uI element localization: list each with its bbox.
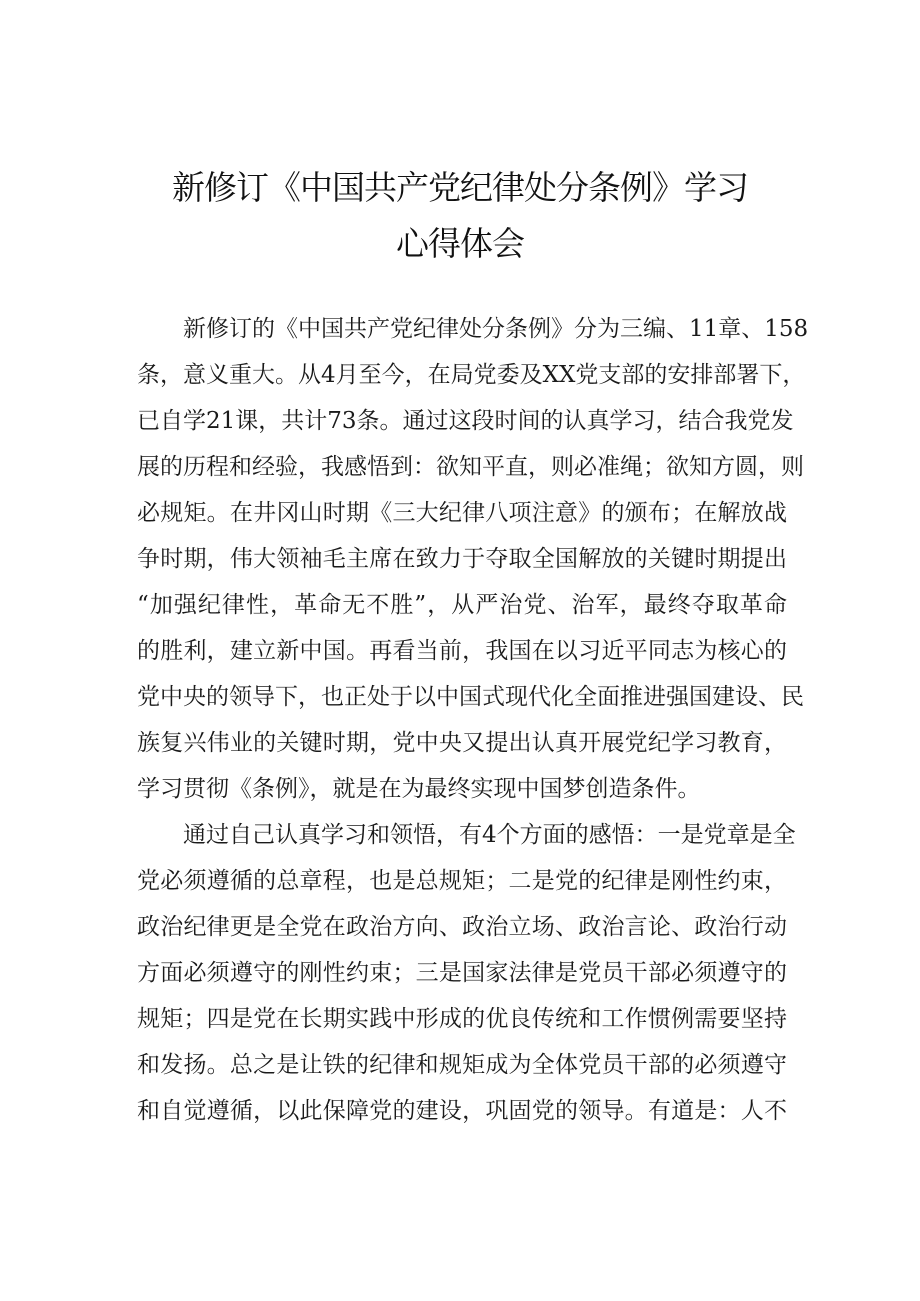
paragraph-line: 通过自己认真学习和领悟，有4个方面的感悟：一是党章是全 — [183, 822, 796, 848]
paragraph-2 — [137, 812, 796, 1134]
document-title — [130, 160, 790, 272]
paragraph-line: 规矩；四是党在长期实践中形成的优良传统和工作惯例需要坚持 — [137, 1006, 787, 1032]
paragraph-line: “加强纪律性，革命无不胜”，从严治党、治军，最终夺取革命 — [137, 592, 787, 618]
paragraph-line: 党中央的领导下，也正处于以中国式现代化全面推进强国建设、民 — [137, 684, 804, 710]
paragraph-line: 新修订的《中国共产党纪律处分条例》分为三编、11章、158 — [183, 316, 809, 342]
paragraph-line: 和发扬。总之是让铁的纪律和规矩成为全体党员干部的必须遵守 — [137, 1052, 787, 1078]
title-line-2: 心得体会 — [396, 224, 524, 263]
document-body — [137, 306, 809, 1134]
paragraph-line: 已自学21课，共计73条。通过这段时间的认真学习，结合我党发 — [137, 408, 794, 434]
paragraph-line: 方面必须遵守的刚性约束；三是国家法律是党员干部必须遵守的 — [137, 960, 787, 986]
paragraph-line: 政治纪律更是全党在政治方向、政治立场、政治言论、政治行动 — [137, 914, 787, 940]
paragraph-line: 和自觉遵循，以此保障党的建设，巩固党的领导。有道是：人不 — [137, 1098, 787, 1124]
paragraph-line: 必规矩。在井冈山时期《三大纪律八项注意》的颁布；在解放战 — [137, 500, 787, 526]
paragraph-line: 学习贯彻《条例》，就是在为最终实现中国梦创造条件。 — [137, 776, 701, 802]
paragraph-line: 的胜利，建立新中国。再看当前，我国在以习近平同志为核心的 — [137, 638, 787, 664]
paragraph-1 — [137, 306, 809, 812]
paragraph-line: 争时期，伟大领袖毛主席在致力于夺取全国解放的关键时期提出 — [137, 546, 787, 572]
paragraph-line: 展的历程和经验，我感悟到：欲知平直，则必准绳；欲知方圆，则 — [137, 454, 804, 480]
paragraph-line: 条，意义重大。从4月至今，在局党委及XX党支部的安排部署下， — [137, 362, 806, 388]
paragraph-line: 族复兴伟业的关键时期，党中央又提出认真开展党纪学习教育， — [137, 730, 787, 756]
title-line-1: 新修订《中国共产党纪律处分条例》学习 — [172, 168, 748, 207]
paragraph-line: 党必须遵循的总章程，也是总规矩；二是党的纪律是刚性约束， — [137, 868, 787, 894]
